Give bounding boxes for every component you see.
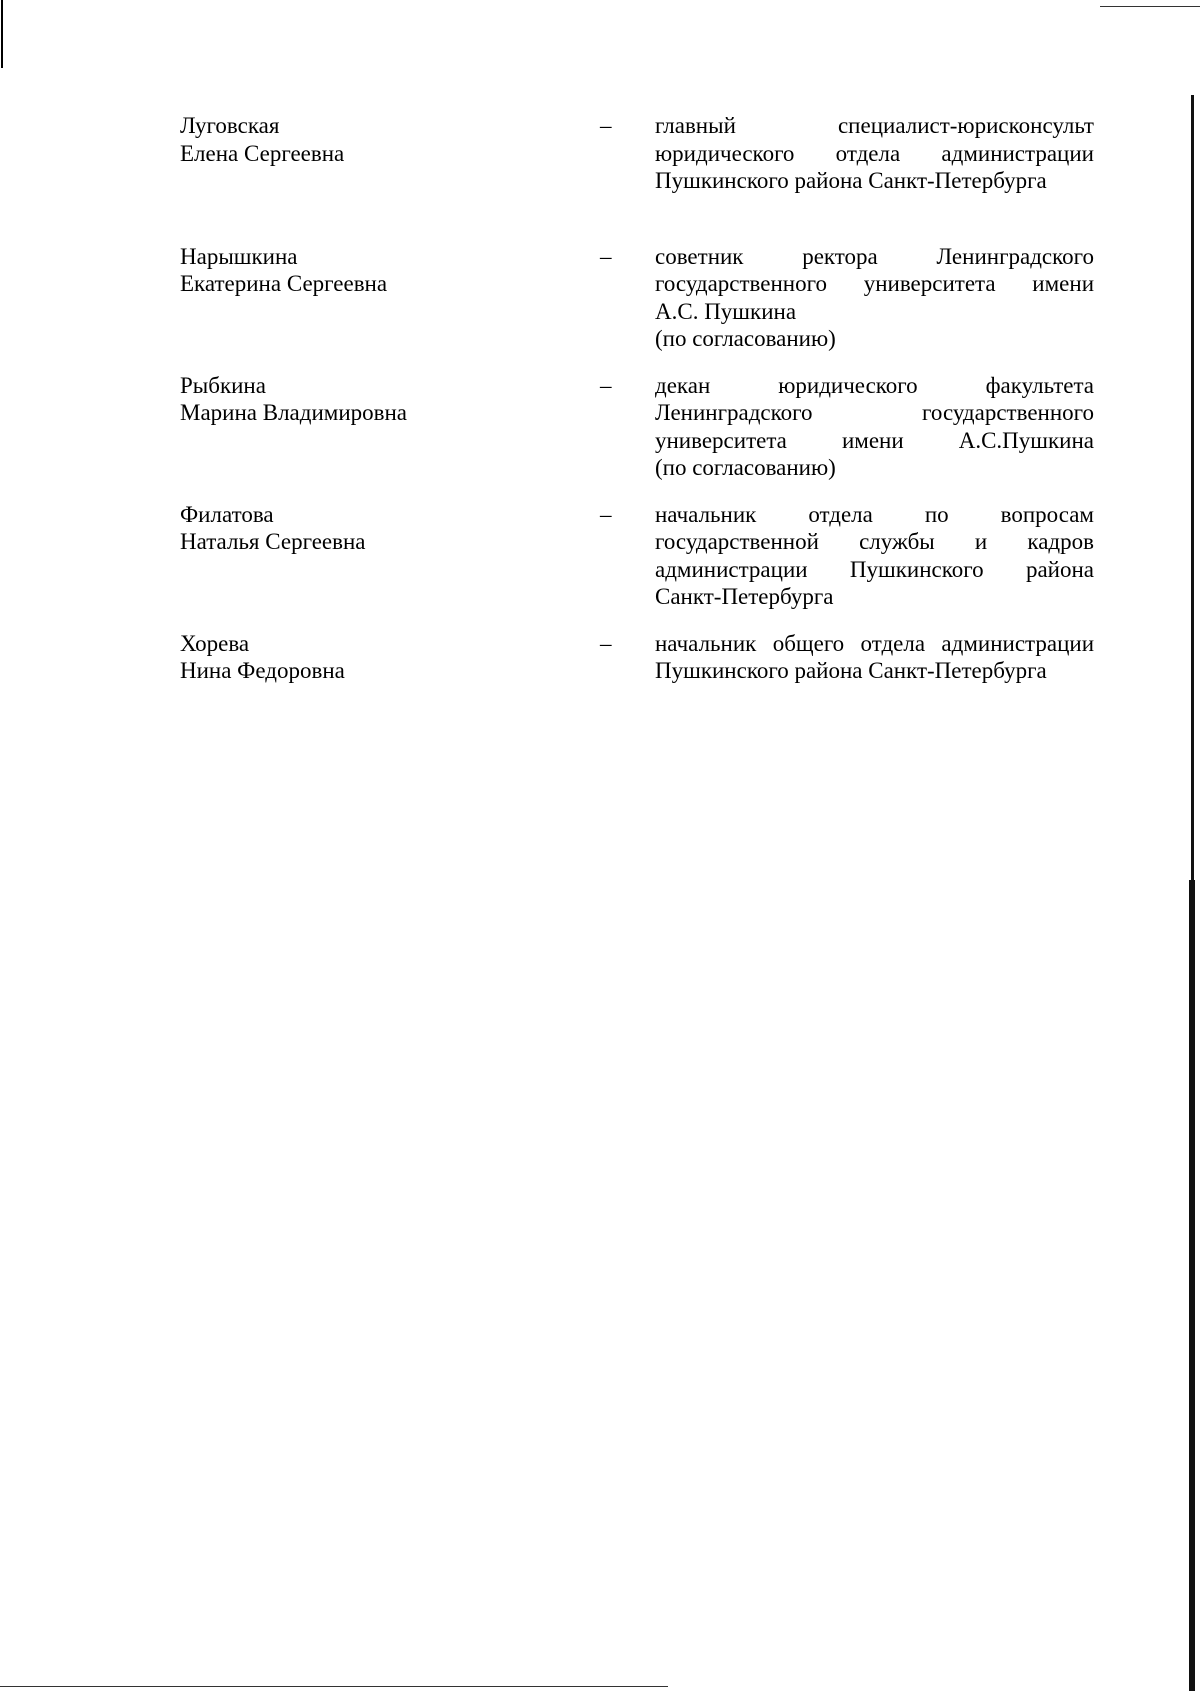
member-role-line: начальник общего отдела администрации [655,630,1094,656]
member-role [655,112,1094,195]
member-role-line: Пушкинского района Санкт-Петербурга [655,658,1047,683]
member-role-line: начальник отдела по вопросам [655,501,1094,527]
member-name [180,372,600,482]
member-dash: – [600,501,612,527]
member-role-line: университета имени А.С.Пушкина [655,427,1094,453]
member-name [180,501,600,611]
member-name [180,243,600,353]
member-role-line: главный специалист-юрисконсульт [655,113,1094,138]
member-dash: – [600,113,612,138]
member-role-line: администрации Пушкинского района [655,556,1094,582]
member-surname: Филатова [180,501,274,527]
member-surname: Луговская [180,113,280,138]
member-role-line: юридического отдела администрации [655,140,1094,166]
scan-edge-line-bottom [0,1686,668,1687]
scan-edge-line-top [1100,6,1200,7]
member-role-line: декан юридического факультета [655,372,1094,398]
member-role-line: (по согласованию) [655,326,836,351]
member-surname: Нарышкина [180,243,298,269]
member-given-names: Марина Владимировна [180,400,408,425]
member-surname: Хорева [180,630,250,656]
member-given-names: Елена Сергеевна [180,140,345,166]
member-entry [180,630,1094,685]
member-role-line: Санкт-Петербурга [655,584,834,609]
member-role [655,243,1094,353]
scan-edge-mark [1,0,3,68]
member-name [180,630,600,685]
member-given-names: Екатерина Сергеевна [180,271,388,296]
member-given-names: Нина Федоровна [180,658,345,683]
member-given-names: Наталья Сергеевна [180,529,366,554]
member-entry [180,372,1094,482]
member-role [655,372,1094,482]
member-role [655,630,1094,685]
member-dash: – [600,243,612,269]
member-role-line: советник ректора Ленинградского [655,243,1094,269]
member-dash: – [600,372,612,398]
member-role-line: Ленинградского государственного [655,400,1094,425]
member-dash: – [600,630,612,656]
member-surname: Рыбкина [180,372,266,398]
member-role-line: Пушкинского района Санкт-Петербурга [655,168,1047,193]
scan-edge-line-right-thick [1189,880,1195,1691]
member-name [180,112,600,195]
member-role-line: (по согласованию) [655,455,836,480]
member-role-line: государственной службы и кадров [655,529,1094,554]
member-role-line: А.С. Пушкина [655,298,797,324]
member-role-line: государственного университета имени [655,271,1094,296]
member-entry [180,501,1094,611]
member-entry [180,112,1094,195]
member-role [655,501,1094,611]
member-list [180,112,1094,685]
member-entry [180,243,1094,353]
